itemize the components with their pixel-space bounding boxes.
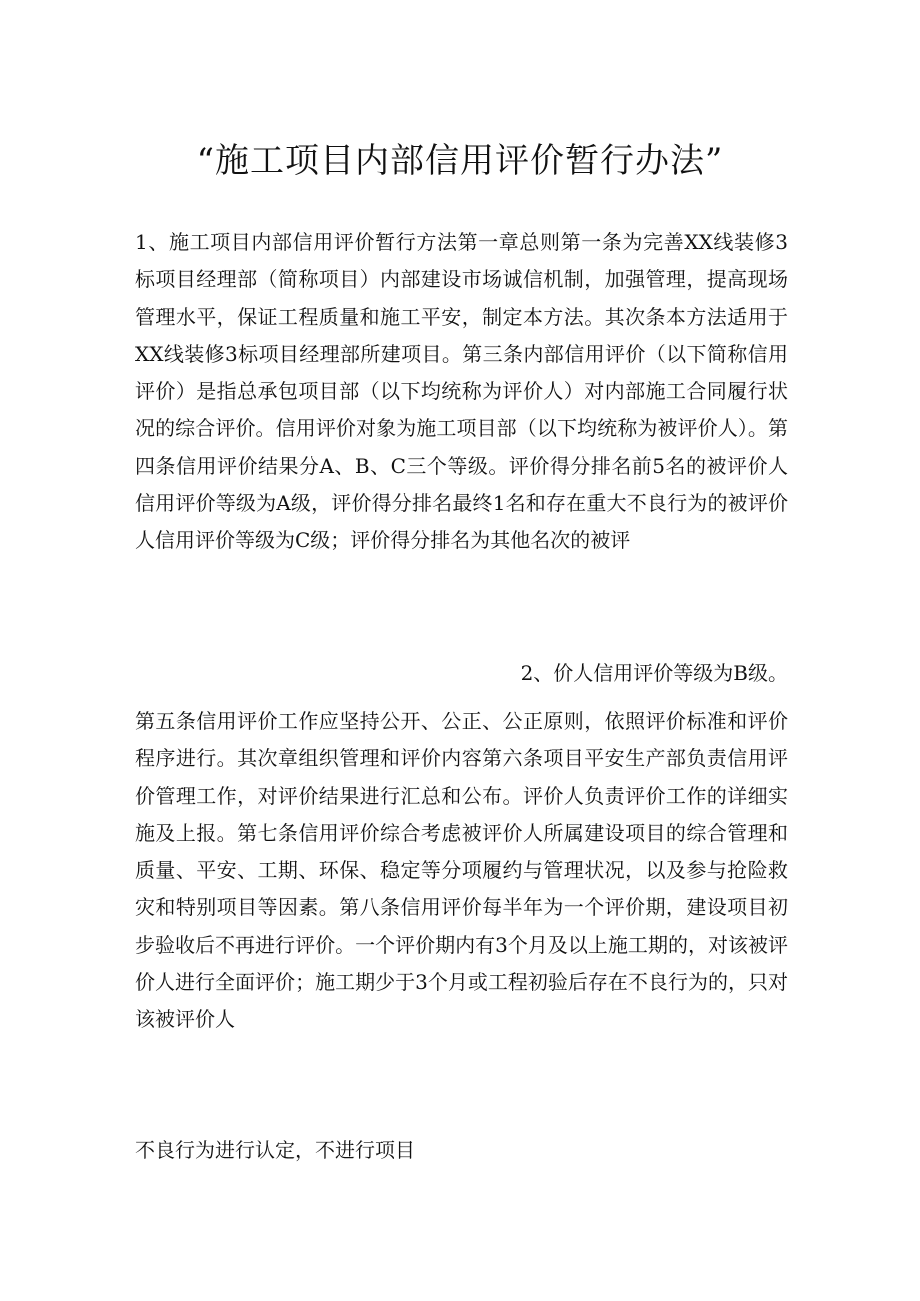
paragraph-1: 1、施工项目内部信用评价暂行方法第一章总则第一条为完善XX线装修3标项目经理部（简称项目）内部建设市场诚信机制，加强管理，提高现场管理水平，保证工程质量和施工平安，制定本方法。其次条本方法适用于XX线装修3标项目经理部所建项目。第三条内部信用评价（以下简称信用评价）是指总承包项目部（以下均统称为评价人）对内部施工合同履行状况的综合评价。信用评价对象为施工项目部（以下均统称为被评价人）。第四条信用评价结果分A、B、C三个等级。评价得分排名前5名的被评价人信用评价等级为A级，评价得分排名最终1名和存在重大不良行为的被评价人信用评价等级为C级；评价得分排名为其他名次的被评	[135, 230, 788, 553]
paragraph-2: 2、价人信用评价等级为B级。	[520, 661, 788, 685]
paragraph-3: 第五条信用评价工作应坚持公开、公正、公正原则，依照评价标准和评价程序进行。其次章组织管理和评价内容第六条项目平安生产部负责信用评价管理工作，对评价结果进行汇总和公布。评价人负责评价工作的详细实施及上报。第七条信用评价综合考虑被评价人所属建设项目的综合管理和质量、平安、工期、环保、稳定等分项履约与管理状况，以及参与抢险救灾和特别项目等因素。第八条信用评价每半年为一个评价期，建设项目初步验收后不再进行评价。一个评价期内有3个月及以上施工期的，对该被评价人进行全面评价；施工期少于3个月或工程初验后存在不良行为的，只对该被评价人	[135, 709, 788, 1032]
paragraph-4: 不良行为进行认定，不进行项目	[135, 1138, 415, 1162]
document-title: “施工项目内部信用评价暂行办法”	[196, 141, 724, 181]
